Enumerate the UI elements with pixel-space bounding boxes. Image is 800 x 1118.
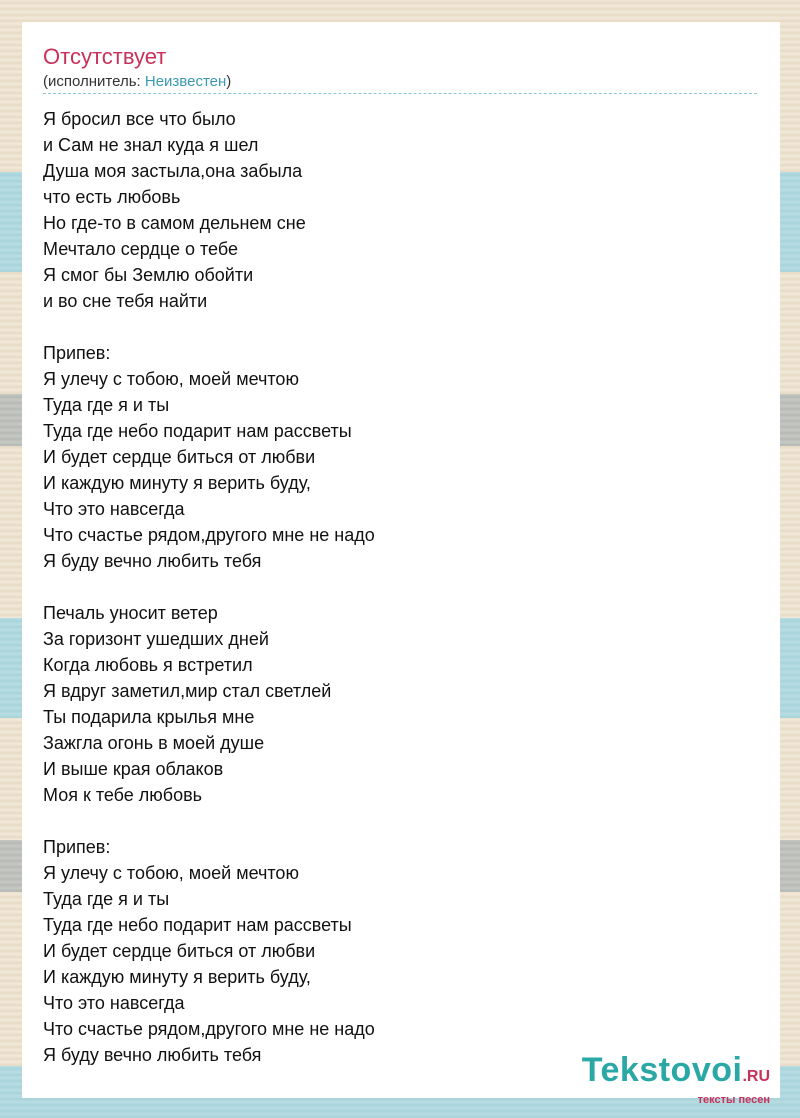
site-logo[interactable] — [582, 1051, 770, 1090]
divider — [43, 93, 757, 94]
artist-prefix: (исполнитель: — [43, 73, 145, 90]
logo-name: Tekstovoi — [581, 1051, 743, 1089]
lyrics-text — [43, 106, 743, 1068]
lyrics-line: Припев: — [43, 837, 111, 857]
lyrics-line: что есть любовь — [43, 187, 181, 207]
lyrics-line: Я вдруг заметил,мир стал светлей — [43, 681, 332, 701]
lyrics-line: Я буду вечно любить тебя — [43, 551, 262, 571]
artist-link[interactable]: Неизвестен — [144, 73, 227, 90]
lyrics-line: Моя к тебе любовь — [43, 785, 203, 805]
lyrics-blank-line — [43, 314, 743, 340]
lyrics-line: За горизонт ушедших дней — [43, 629, 269, 649]
lyrics-line: Что это навсегда — [43, 499, 185, 519]
lyrics-line: Я бросил все что было — [43, 109, 236, 129]
lyrics-line: и Сам не знал куда я шел — [43, 135, 259, 155]
lyrics-line: И выше края облаков — [43, 759, 224, 779]
lyrics-line: Печаль уносит ветер — [43, 603, 218, 623]
lyrics-line: И будет сердце биться от любви — [43, 447, 316, 467]
lyrics-line: Что это навсегда — [43, 993, 185, 1013]
lyrics-line: Туда где небо подарит нам рассветы — [43, 915, 352, 935]
song-title: Отсутствует — [43, 44, 167, 69]
artist-line — [43, 73, 231, 90]
lyrics-line: Ты подарила крылья мне — [43, 707, 255, 727]
lyrics-line: Мечтало сердце о тебе — [43, 239, 238, 259]
logo-tld: .RU — [742, 1068, 770, 1085]
lyrics-line: Я буду вечно любить тебя — [43, 1045, 262, 1065]
lyrics-line: Зажгла огонь в моей душе — [43, 733, 265, 753]
lyrics-line: и во сне тебя найти — [43, 291, 208, 311]
logo-tagline: тексты песен — [697, 1094, 770, 1106]
lyrics-line: Я смог бы Землю обойти — [43, 265, 254, 285]
lyrics-line: Туда где я и ты — [43, 889, 170, 909]
lyrics-sheet — [22, 22, 780, 1098]
lyrics-line: Когда любовь я встретил — [43, 655, 253, 675]
lyrics-line: Туда где небо подарит нам рассветы — [43, 421, 352, 441]
lyrics-line: Я улечу с тобою, моей мечтою — [43, 863, 299, 883]
lyrics-line: Что счастье рядом,другого мне не надо — [43, 1019, 375, 1039]
lyrics-line: Я улечу с тобою, моей мечтою — [43, 369, 299, 389]
lyrics-line: Припев: — [43, 343, 111, 363]
lyrics-line: Душа моя застыла,она забыла — [43, 161, 303, 181]
lyrics-line: И каждую минуту я верить буду, — [43, 967, 311, 987]
lyrics-blank-line — [43, 808, 743, 834]
lyrics-line: И каждую минуту я верить буду, — [43, 473, 311, 493]
lyrics-line: Что счастье рядом,другого мне не надо — [43, 525, 375, 545]
artist-suffix: ) — [226, 73, 232, 90]
lyrics-line: Туда где я и ты — [43, 395, 170, 415]
lyrics-line: И будет сердце биться от любви — [43, 941, 316, 961]
lyrics-blank-line — [43, 574, 743, 600]
lyrics-line: Но где-то в самом дельнем сне — [43, 213, 306, 233]
